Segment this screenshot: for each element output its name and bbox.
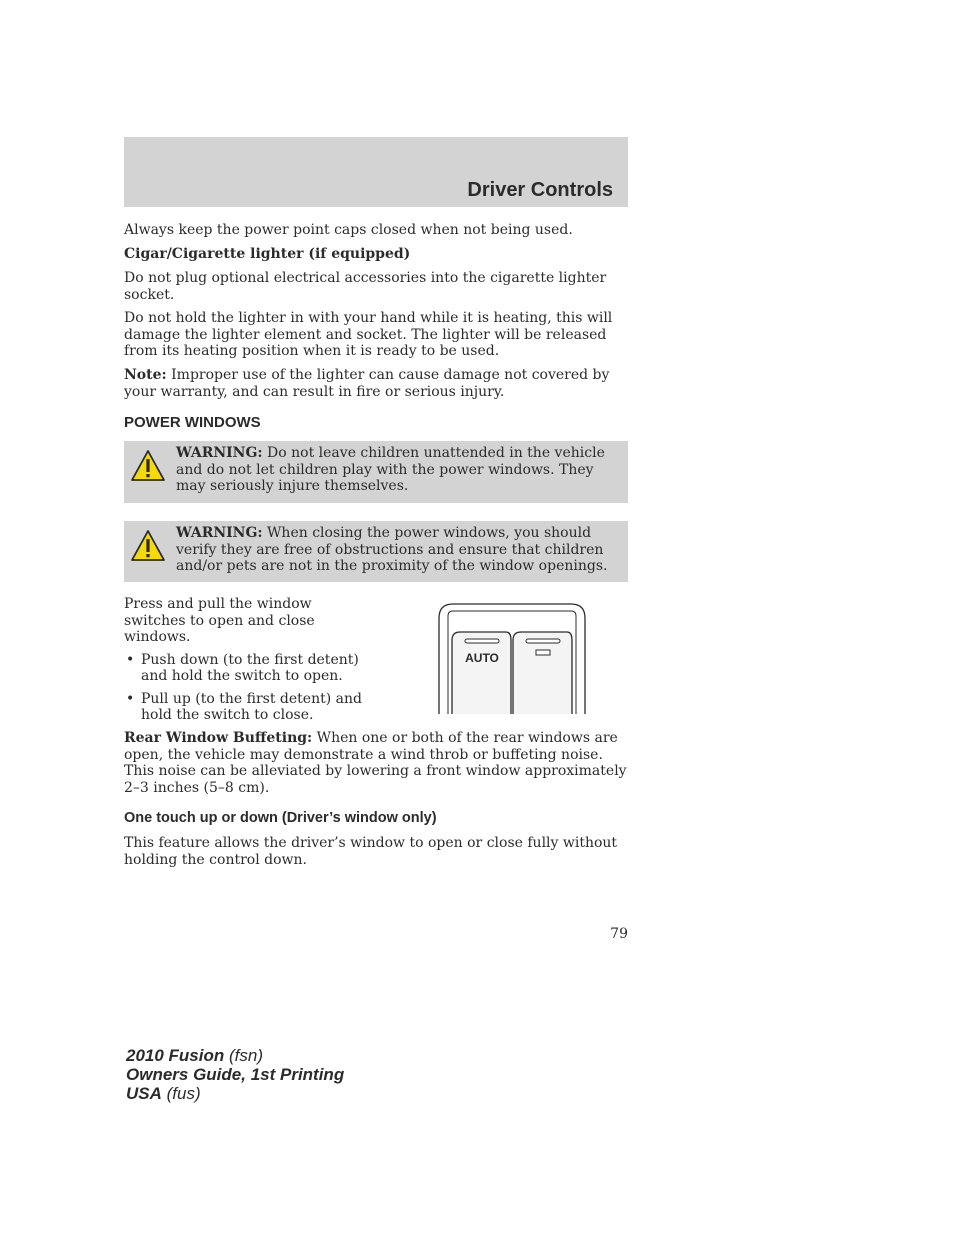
buffeting-label: Rear Window Buffeting:	[124, 730, 313, 746]
buffeting-text-measure: 2–3 inches (5–8 cm).	[124, 779, 270, 796]
warning-triangle-icon	[130, 529, 166, 563]
warning-label-2: WARNING:	[176, 525, 263, 541]
window-switch-intro: Press and pull the window switches to open and close windows.	[124, 596, 315, 645]
power-windows-heading: POWER WINDOWS	[124, 414, 261, 431]
section-header-band	[124, 137, 628, 207]
bullet-text-open: Push down (to the first detent) and hold the switch to open.	[141, 651, 359, 684]
footer-guide-edition: Owners Guide, 1st Printing	[126, 1065, 345, 1084]
warning-label-1: WARNING:	[176, 445, 263, 461]
document-footer	[126, 1046, 344, 1103]
lighter-note	[124, 367, 628, 400]
bullet-glyph: •	[126, 651, 135, 668]
buffeting-text: When one or both of the rear windows are open, the vehicle may demonstrate a wind throb or buffeting noise. This noise can be alleviated by lowering a front window approximately	[124, 730, 627, 779]
note-label: Note:	[124, 367, 167, 383]
footer-market-code: (fus)	[161, 1084, 201, 1103]
note-text: Improper use of the lighter can cause damage not covered by your warranty, and can result in fire or serious injury.	[124, 367, 610, 400]
one-touch-text: This feature allows the driver’s window to open or close fully without holding the control down.	[124, 835, 618, 868]
footer-model-code: (fsn)	[224, 1046, 263, 1065]
window-switch-bullets	[124, 652, 376, 724]
lighter-paragraph-1: Do not plug optional electrical accessories into the cigarette lighter socket.	[124, 270, 607, 303]
one-touch-heading: One touch up or down (Driver’s window only)	[124, 810, 437, 826]
driver-window-switch	[452, 632, 511, 714]
warning-triangle-icon	[130, 449, 166, 483]
warning-box-1	[124, 441, 628, 503]
lighter-heading: Cigar/Cigarette lighter (if equipped)	[124, 246, 411, 262]
rear-window-buffeting	[124, 730, 628, 796]
warning-body-2: When closing the power windows, you should verify they are free of obstructions and ensure that children and/or pets are not in the proximity of the window openings.	[176, 525, 608, 574]
auto-label: AUTO	[465, 651, 499, 665]
warning-text-1	[130, 445, 620, 495]
footer-market: USA	[126, 1084, 162, 1103]
warning-body-1: Do not leave children unattended in the vehicle and do not let children play with the power windows. They may seriously injure themselves.	[176, 445, 605, 494]
window-switch-instructions	[124, 596, 376, 724]
passenger-window-switch	[513, 632, 572, 714]
list-item	[124, 652, 376, 685]
window-switch-illustration	[436, 602, 588, 714]
warning-text-2	[130, 525, 620, 575]
footer-model: 2010 Fusion	[126, 1046, 225, 1065]
power-point-caps-text: Always keep the power point caps closed when not being used.	[124, 222, 573, 238]
lighter-paragraph-2: Do not hold the lighter in with your hand while it is heating, this will damage the lighter element and socket. The lighter will be released from its heating position when it is ready to be used.	[124, 310, 613, 359]
section-title: Driver Controls	[467, 179, 613, 201]
warning-box-2	[124, 521, 628, 582]
page-number: 79	[610, 926, 628, 942]
list-item	[124, 691, 376, 724]
bullet-glyph: •	[126, 690, 135, 707]
bullet-text-close: Pull up (to the first detent) and hold the switch to close.	[141, 690, 362, 723]
